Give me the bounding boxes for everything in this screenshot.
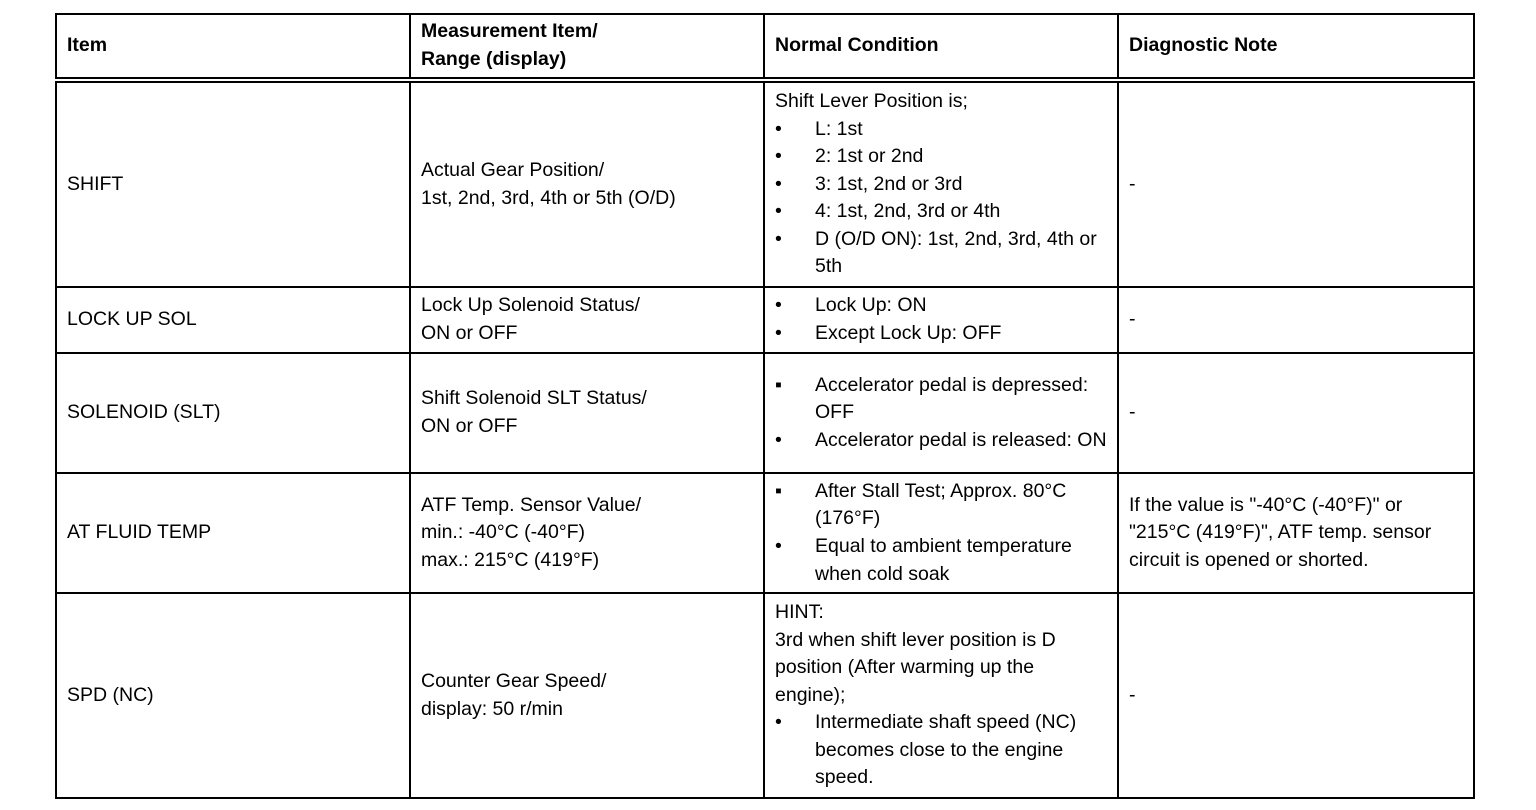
cell-item: SOLENOID (SLT): [56, 353, 410, 473]
normal-bullet-list: [775, 478, 1107, 588]
table-header-row: [56, 14, 1474, 80]
square-bullet-icon: ▪: [775, 373, 782, 396]
header-diagnostic-note: Diagnostic Note: [1118, 14, 1474, 80]
cell-measurement: [410, 287, 764, 353]
list-item: • Accelerator pedal is released: ON: [775, 427, 1107, 455]
measurement-line: Lock Up Solenoid Status/: [421, 294, 640, 317]
cell-normal-condition: [764, 353, 1118, 473]
measurement-line: Actual Gear Position/: [421, 158, 605, 181]
cell-item: LOCK UP SOL: [56, 287, 410, 353]
cell-diagnostic-note: -: [1118, 593, 1474, 798]
data-list-table: [55, 13, 1475, 799]
list-item: • Lock Up: ON: [775, 292, 1107, 320]
measurement-line: ON or OFF: [421, 415, 518, 437]
measurement-line: Counter Gear Speed/: [421, 669, 607, 692]
header-measurement: [410, 14, 764, 80]
normal-bullet-list: [775, 709, 1107, 792]
measurement-line: ATF Temp. Sensor Value/: [421, 493, 642, 516]
normal-intro: Shift Lever Position is;: [775, 89, 968, 112]
normal-bullet-list: [775, 372, 1107, 455]
bullet-icon: •: [775, 172, 782, 195]
list-item: • Except Lock Up: OFF: [775, 320, 1107, 348]
list-item: • D (O/D ON): 1st, 2nd, 3rd, 4th or 5th: [775, 227, 1097, 278]
normal-bullet-list: [775, 292, 1107, 347]
measurement-line: Shift Solenoid SLT Status/: [421, 387, 647, 410]
list-item: • Equal to ambient temperature when cold soak: [775, 535, 1072, 585]
cell-normal-condition: [764, 80, 1118, 287]
measurement-line: min.: -40°C (-40°F): [421, 521, 586, 544]
measurement-line: display: 50 r/min: [421, 697, 563, 720]
cell-measurement: [410, 80, 764, 287]
header-normal-condition: Normal Condition: [764, 14, 1118, 80]
bullet-icon: •: [775, 535, 782, 557]
measurement-line: 1st, 2nd, 3rd, 4th or 5th (O/D): [421, 186, 676, 209]
header-measurement-line1: Measurement Item/: [421, 20, 598, 43]
table-row: [56, 80, 1474, 287]
header-item: Item: [56, 14, 410, 80]
table-row: [56, 593, 1474, 798]
list-item: ▪ Accelerator pedal is depressed: OFF: [775, 373, 1089, 424]
hint-label: HINT:: [775, 600, 824, 623]
cell-normal-condition: [764, 593, 1118, 798]
cell-diagnostic-note: -: [1118, 287, 1474, 353]
table-row: [56, 473, 1474, 593]
bullet-icon: •: [775, 294, 782, 317]
list-item: • 3: 1st, 2nd or 3rd: [775, 171, 1107, 199]
list-item: • L: 1st: [775, 116, 1107, 144]
table-row: [56, 287, 1474, 353]
bullet-icon: •: [775, 117, 782, 140]
bullet-icon: •: [775, 711, 782, 734]
cell-normal-condition: [764, 287, 1118, 353]
table-row: [56, 353, 1474, 473]
cell-measurement: [410, 593, 764, 798]
bullet-icon: •: [775, 428, 782, 451]
header-measurement-line2: Range (display): [421, 48, 567, 70]
cell-item: AT FLUID TEMP: [56, 473, 410, 593]
cell-diagnostic-note: If the value is "-40°C (-40°F)" or "215°C (419°F)", ATF temp. sensor circuit is opened or shorted.: [1118, 473, 1474, 593]
cell-measurement: [410, 473, 764, 593]
list-item: • 2: 1st or 2nd: [775, 143, 1107, 171]
bullet-icon: •: [775, 227, 782, 250]
bullet-icon: •: [775, 145, 782, 168]
cell-item: SPD (NC): [56, 593, 410, 798]
bullet-icon: •: [775, 322, 782, 344]
cell-diagnostic-note: -: [1118, 80, 1474, 287]
normal-intro: 3rd when shift lever position is D position (After warming up the engine);: [775, 628, 1056, 706]
list-item: • 4: 1st, 2nd, 3rd or 4th: [775, 198, 1107, 226]
cell-normal-condition: [764, 473, 1118, 593]
normal-bullet-list: [775, 116, 1107, 282]
list-item: ▪ After Stall Test; Approx. 80°C (176°F): [775, 479, 1067, 530]
cell-measurement: [410, 353, 764, 473]
measurement-line: ON or OFF: [421, 322, 518, 344]
cell-item: SHIFT: [56, 80, 410, 287]
measurement-line: max.: 215°C (419°F): [421, 548, 600, 571]
square-bullet-icon: ▪: [775, 479, 782, 502]
cell-diagnostic-note: -: [1118, 353, 1474, 473]
list-item: • Intermediate shaft speed (NC) becomes close to the engine speed.: [775, 711, 1077, 789]
bullet-icon: •: [775, 200, 782, 223]
